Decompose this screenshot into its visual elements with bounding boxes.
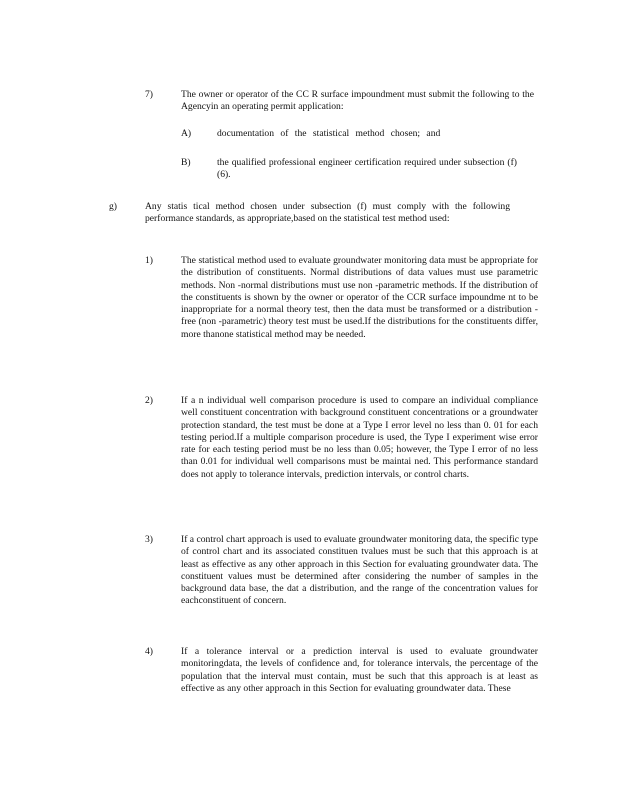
item-g-2	[0, 395, 618, 520]
item-number: 4)	[145, 646, 153, 657]
item-text: documentation of the statistical method chosen; and	[217, 128, 441, 139]
item-number: 1)	[145, 255, 153, 266]
item-number: 3)	[145, 534, 153, 545]
item-text: If a control chart approach is used to evaluate groundwater monitoring data, the specific type of control chart and its associated constituen tvalues must be such that this approach is at least as effective as any other approach in this Section for evaluating groundwater data. The constituent values must be determined after considering the number of samples in the background data base, the dat a distribution, and the range of the concentration values for eachconstituent of concern.	[181, 534, 538, 607]
item-number: A)	[181, 128, 192, 139]
item-number: B)	[181, 157, 191, 168]
item-g-4	[0, 646, 618, 716]
item-text: the qualified professional engineer certification required under subsection (f)(6).	[217, 157, 517, 181]
item-g	[0, 201, 618, 241]
item-text: If a n individual well comparison procedure is used to compare an individual compliance well constituent concentration with background constituent concentrations or a groundwater protection standard, the test must be done at a Type I error level no less than 0. 01 for each testing period.If a multiple comparison procedure is used, the Type I experiment wise error rate for each testing period must be no less than 0.05; however, the Type I error of no less than 0.01 for individual well comparisons must be maintai ned. This performance standard does not apply to tolerance intervals, prediction intervals, or control charts.	[181, 395, 538, 480]
item-number: g)	[109, 201, 117, 212]
item-number: 2)	[145, 395, 153, 406]
item-g-1	[0, 255, 618, 380]
item-text: The owner or operator of the CC R surface impoundment must submit the following to the Agencyin an operating permit application:	[181, 89, 534, 113]
item-7	[0, 89, 618, 119]
item-number: 7)	[145, 89, 153, 100]
item-g-3	[0, 534, 618, 632]
item-text: If a tolerance interval or a prediction interval is used to evaluate groundwater monitoringdata, the levels of confidence and, for tolerance intervals, the percentage of the population that the interval must contain, must be such that this approach is at least as effective as any other approach in this Section for evaluating groundwater data. These	[181, 646, 538, 694]
item-text: The statistical method used to evaluate groundwater monitoring data must be appropriate for the distribution of constituents. Normal distributions of data values must use parametric methods. Non -normal distributions must use non -parametric methods. If the distribution of the constituents is shown by the owner or operator of the CCR surface impoundme nt to be inappropriate for a normal theory test, then the data must be transformed or a distribution -free (non -parametric) theory test must be used.If the distributions for the constituents differ, more thanone statistical method may be needed.	[181, 255, 538, 340]
item-7-b	[0, 157, 618, 187]
item-text: Any statis tical method chosen under subsection (f) must comply with the following performance standards, as appropriate,based on the statistical test method used:	[145, 201, 510, 225]
item-7-a	[0, 128, 618, 144]
